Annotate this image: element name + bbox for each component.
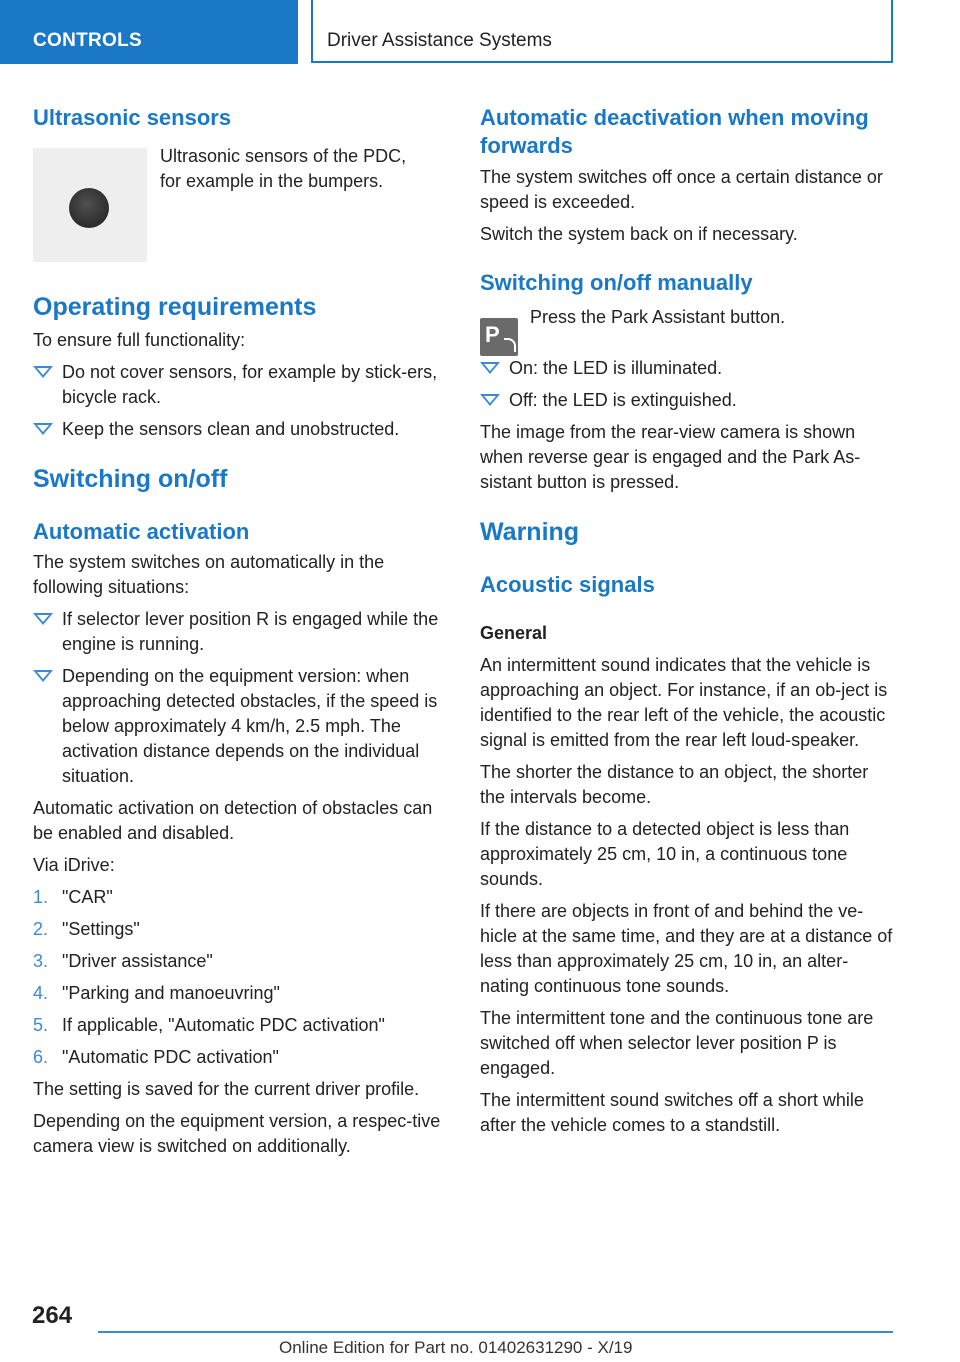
right-column bbox=[480, 100, 894, 1145]
triangle-bullet-icon bbox=[33, 613, 53, 625]
sensor-dot-icon bbox=[69, 188, 109, 228]
deactivation-text-1: The system switches off once a certain distance or speed is exceeded. bbox=[480, 167, 883, 212]
list-item: 5. If applicable, "Automatic PDC activation" bbox=[33, 1015, 385, 1035]
ultrasonic-sensor-image bbox=[33, 148, 147, 262]
park-assistant-button-icon bbox=[480, 318, 518, 356]
camera-view-text: Depending on the equipment version, a respec-tive camera view is switched on additionally. bbox=[33, 1111, 441, 1156]
via-idrive-label: Via iDrive: bbox=[33, 855, 115, 875]
warning-heading: Warning bbox=[480, 518, 580, 546]
auto-activation-heading: Automatic activation bbox=[33, 519, 250, 544]
ultrasonic-caption-1: Ultrasonic sensors of the PDC, bbox=[160, 146, 407, 166]
list-item: If selector lever position R is engaged while the engine is running. bbox=[33, 607, 447, 657]
triangle-bullet-icon bbox=[33, 423, 53, 435]
switching-heading: Switching on/off bbox=[33, 465, 228, 493]
list-item: Do not cover sensors, for example by stick-ers, bicycle rack. bbox=[33, 360, 447, 410]
list-item: 1. "CAR" bbox=[33, 887, 113, 907]
page-number: 264 bbox=[32, 1302, 73, 1329]
auto-activation-bullets bbox=[33, 607, 447, 789]
deactivation-text-2: Switch the system back on if necessary. bbox=[480, 224, 798, 244]
list-item: 2. "Settings" bbox=[33, 919, 140, 939]
operating-heading: Operating requirements bbox=[33, 293, 317, 321]
list-item: Depending on the equipment version: when approaching detected obstacles, if the speed is below approximately 4 km/h, 2.5 mph. The activation distance depends on the individual situation. bbox=[33, 664, 447, 789]
manual-switch-heading: Switching on/off manually bbox=[480, 270, 753, 295]
idrive-steps bbox=[33, 885, 447, 1070]
triangle-bullet-icon bbox=[33, 366, 53, 378]
rear-camera-text: The image from the rear-view camera is shown when reverse gear is engaged and the Park As-sistant button is pressed. bbox=[480, 422, 861, 492]
header-section-tab bbox=[0, 0, 298, 64]
triangle-bullet-icon bbox=[480, 362, 500, 374]
led-status-bullets bbox=[480, 356, 894, 413]
operating-bullets bbox=[33, 360, 447, 442]
header-chapter-label: Driver Assistance Systems bbox=[327, 30, 552, 51]
park-assistant-icon-letter: P bbox=[485, 322, 500, 347]
deactivation-heading: Automatic deactivation when moving forwards bbox=[480, 105, 869, 158]
warning-paragraph: The intermittent tone and the continuous tone are switched off when selector lever position P is engaged. bbox=[480, 1008, 874, 1078]
auto-activation-intro: The system switches on automatically in the following situations: bbox=[33, 552, 385, 597]
ultrasonic-heading: Ultrasonic sensors bbox=[33, 105, 232, 130]
ultrasonic-caption-2: for example in the bumpers. bbox=[160, 171, 384, 191]
list-item: Keep the sensors clean and unobstructed. bbox=[33, 417, 447, 442]
header-chapter-box bbox=[311, 0, 893, 63]
list-item: On: the LED is illuminated. bbox=[480, 356, 894, 381]
operating-intro: To ensure full functionality: bbox=[33, 330, 246, 350]
press-park-assistant-text: Press the Park Assistant button. bbox=[530, 307, 786, 327]
warning-paragraph: If the distance to a detected object is less than approximately 25 cm, 10 in, a continuous tone sounds. bbox=[480, 819, 850, 889]
list-item: Off: the LED is extinguished. bbox=[480, 388, 894, 413]
auto-activation-note: Automatic activation on detection of obstacles can be enabled and disabled. bbox=[33, 798, 433, 843]
warning-paragraph: An intermittent sound indicates that the vehicle is approaching an object. For instance, if an ob-ject is identified to the rear left of the vehicle, the acoustic signal is emitted from the rear left loud-speaker. bbox=[480, 655, 888, 750]
warning-paragraph: The shorter the distance to an object, the shorter the intervals become. bbox=[480, 762, 869, 807]
warning-paragraph: The intermittent sound switches off a short while after the vehicle comes to a standstill. bbox=[480, 1090, 864, 1135]
general-subheading: General bbox=[480, 623, 548, 643]
acoustic-signals-heading: Acoustic signals bbox=[480, 572, 655, 597]
triangle-bullet-icon bbox=[480, 394, 500, 406]
list-item: 6. "Automatic PDC activation" bbox=[33, 1047, 279, 1067]
footer-divider bbox=[98, 1331, 893, 1333]
warning-paragraph: If there are objects in front of and behind the ve-hicle at the same time, and they are at a distance of less than approximately 25 cm, 10 in, an alter-nating continuous tone sounds. bbox=[480, 901, 893, 996]
list-item: 3. "Driver assistance" bbox=[33, 951, 213, 971]
left-column bbox=[33, 100, 447, 1166]
list-item: 4. "Parking and manoeuvring" bbox=[33, 983, 280, 1003]
ultrasonic-section bbox=[33, 100, 447, 300]
header-section-label: CONTROLS bbox=[33, 30, 143, 51]
triangle-bullet-icon bbox=[33, 670, 53, 682]
footer-edition: Online Edition for Part no. 01402631290 - X/19 bbox=[279, 1338, 633, 1357]
setting-saved-text: The setting is saved for the current driver profile. bbox=[33, 1079, 420, 1099]
